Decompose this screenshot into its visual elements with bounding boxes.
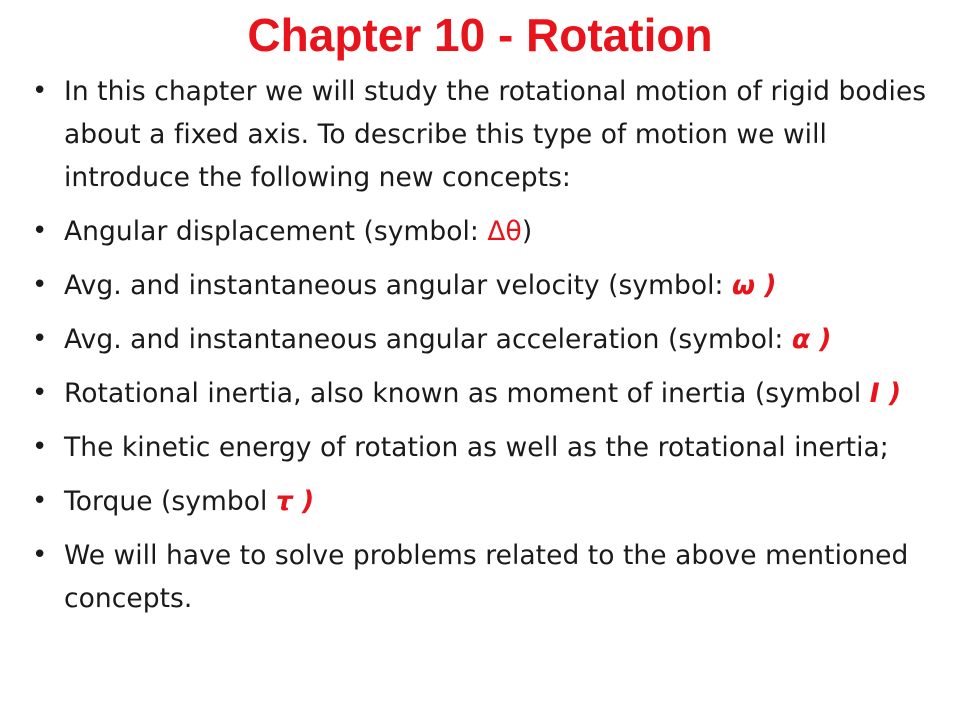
symbol-delta-theta: Δθ bbox=[487, 216, 522, 247]
bullet-marker: • bbox=[32, 76, 48, 106]
bullet-marker: • bbox=[32, 216, 48, 246]
bullet-marker: • bbox=[32, 540, 48, 570]
bullet-marker: • bbox=[32, 432, 48, 462]
bullet-item bbox=[32, 70, 932, 199]
bullet-item bbox=[32, 372, 932, 415]
bullet-item bbox=[32, 480, 932, 523]
bullet-item bbox=[32, 210, 932, 253]
bullet-item bbox=[32, 534, 932, 620]
bullet-text: Avg. and instantaneous angular velocity (symbol: bbox=[64, 270, 732, 301]
bullet-text: We will have to solve problems related to the above mentioned concepts. bbox=[64, 540, 909, 614]
bullet-marker: • bbox=[32, 378, 48, 408]
bullet-text: Rotational inertia, also known as moment of inertia (symbol bbox=[64, 378, 870, 409]
bullet-list bbox=[32, 70, 932, 631]
bullet-text: In this chapter we will study the rotational motion of rigid bodies about a fixed axis. To describe this type of motion we will introduce the following new concepts: bbox=[64, 76, 927, 193]
bullet-marker: • bbox=[32, 270, 48, 300]
slide-title: Chapter 10 - Rotation bbox=[247, 9, 713, 61]
bullet-item bbox=[32, 318, 932, 361]
bullet-item bbox=[32, 426, 932, 469]
symbol-tau: τ ) bbox=[275, 486, 315, 517]
bullet-text: Torque (symbol bbox=[64, 486, 276, 517]
bullet-text-end: ) bbox=[521, 216, 533, 247]
symbol-alpha: α ) bbox=[791, 324, 832, 355]
bullet-marker: • bbox=[32, 324, 48, 354]
symbol-inertia: I ) bbox=[869, 378, 902, 409]
bullet-marker: • bbox=[32, 486, 48, 516]
bullet-text: Avg. and instantaneous angular acceleration (symbol: bbox=[64, 324, 792, 355]
bullet-text: Angular displacement (symbol: bbox=[64, 216, 488, 247]
symbol-omega: ω ) bbox=[731, 270, 777, 301]
bullet-text: The kinetic energy of rotation as well as the rotational inertia; bbox=[64, 432, 889, 463]
bullet-item bbox=[32, 264, 932, 307]
